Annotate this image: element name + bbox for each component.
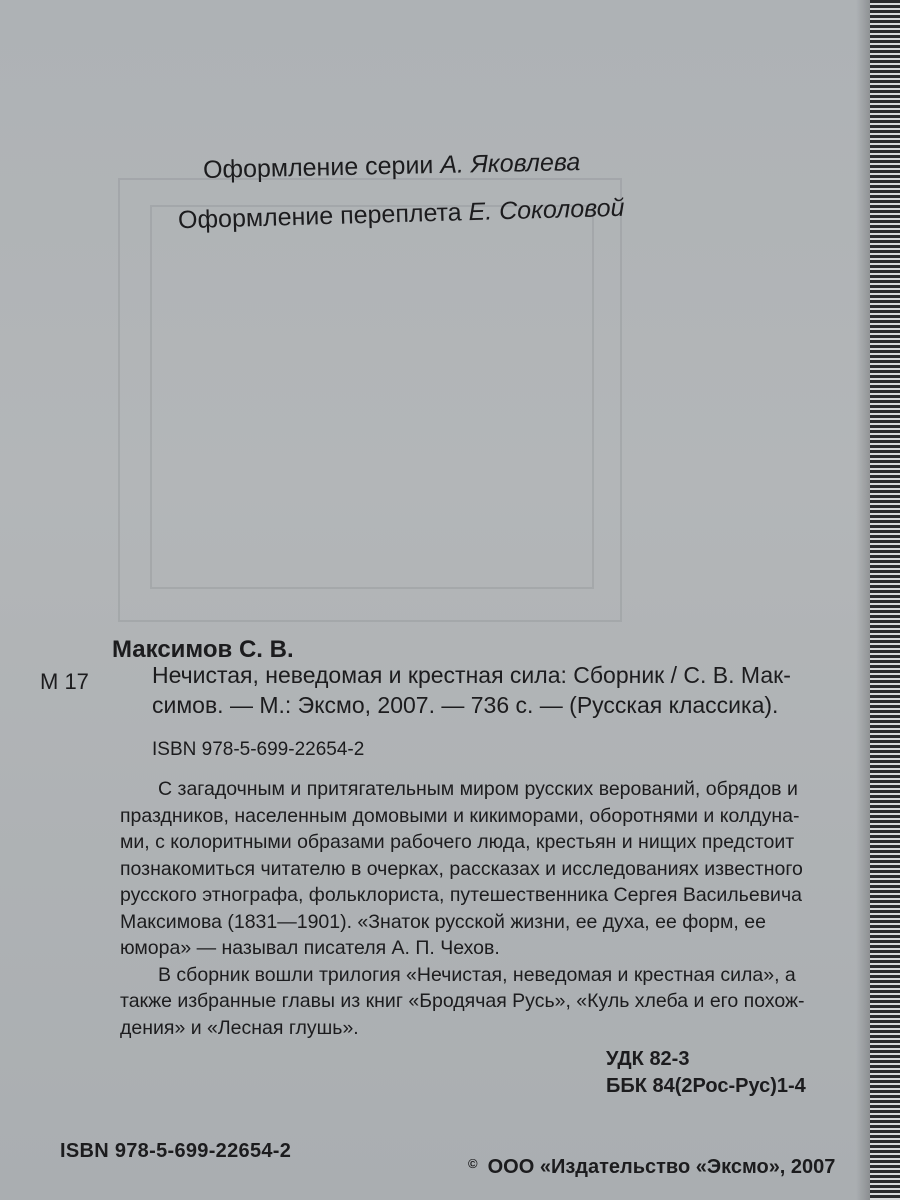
annotation <box>120 776 820 1041</box>
page-edge-shadow <box>856 0 870 1200</box>
binding-design-label: Оформление переплета <box>177 198 469 235</box>
footer-isbn: ISBN 978-5-699-22654-2 <box>60 1140 292 1162</box>
copyright-symbol: © <box>468 1156 478 1171</box>
annotation-line: праздников, населенным домовыми и кикиморами, оборотнями и колдуна- <box>120 804 800 827</box>
bbk-code: ББК 84(2Рос-Рус)1-4 <box>606 1075 806 1097</box>
annotation-line: ми, с колоритными образами рабочего люда, крестьян и нищих предстоит <box>120 831 795 853</box>
copyright-notice <box>468 1156 835 1179</box>
udk-code: УДК 82-3 <box>606 1048 690 1070</box>
bleed-through-frame-inner <box>150 205 594 589</box>
annotation-line: познакомиться читателю в очерках, рассказах и исследованиях известного <box>120 857 803 880</box>
catalog-author: Максимов С. В. <box>112 636 294 663</box>
binding-designer-name: Е. Соколовой <box>468 193 625 227</box>
annotation-line: Максимова (1831—1901). «Знаток русской жизни, ее духа, ее форм, ее <box>120 910 766 933</box>
copyright-text: ООО «Издательство «Эксмо», 2007 <box>487 1156 836 1178</box>
catalog-isbn: ISBN 978-5-699-22654-2 <box>152 739 365 760</box>
annotation-line: также избранные главы из книг «Бродячая Русь», «Куль хлеба и его похож- <box>120 990 805 1012</box>
book-page-edges <box>870 0 900 1200</box>
bib-line: Нечистая, неведомая и крестная сила: Сборник / С. В. Мак- <box>152 662 791 688</box>
series-designer-name: А. Яковлева <box>439 148 581 179</box>
bibliographic-description <box>152 660 792 720</box>
annotation-line: В сборник вошли трилогия «Нечистая, неведомая и крестная сила», а <box>158 963 796 986</box>
bib-line: симов. — М.: Эксмо, 2007. — 736 с. — (Русская классика). <box>152 692 779 718</box>
annotation-line: юмора» — называл писателя А. П. Чехов. <box>120 937 500 959</box>
annotation-line: С загадочным и притягательным миром русских верований, обрядов и <box>158 778 798 800</box>
classification-codes <box>606 1046 806 1100</box>
series-design-label: Оформление серии <box>202 150 441 184</box>
catalog-code: М 17 <box>40 669 89 694</box>
annotation-line: русского этнографа, фольклориста, путешественника Сергея Васильевича <box>120 884 802 906</box>
annotation-line: дения» и «Лесная глушь». <box>120 1016 359 1039</box>
